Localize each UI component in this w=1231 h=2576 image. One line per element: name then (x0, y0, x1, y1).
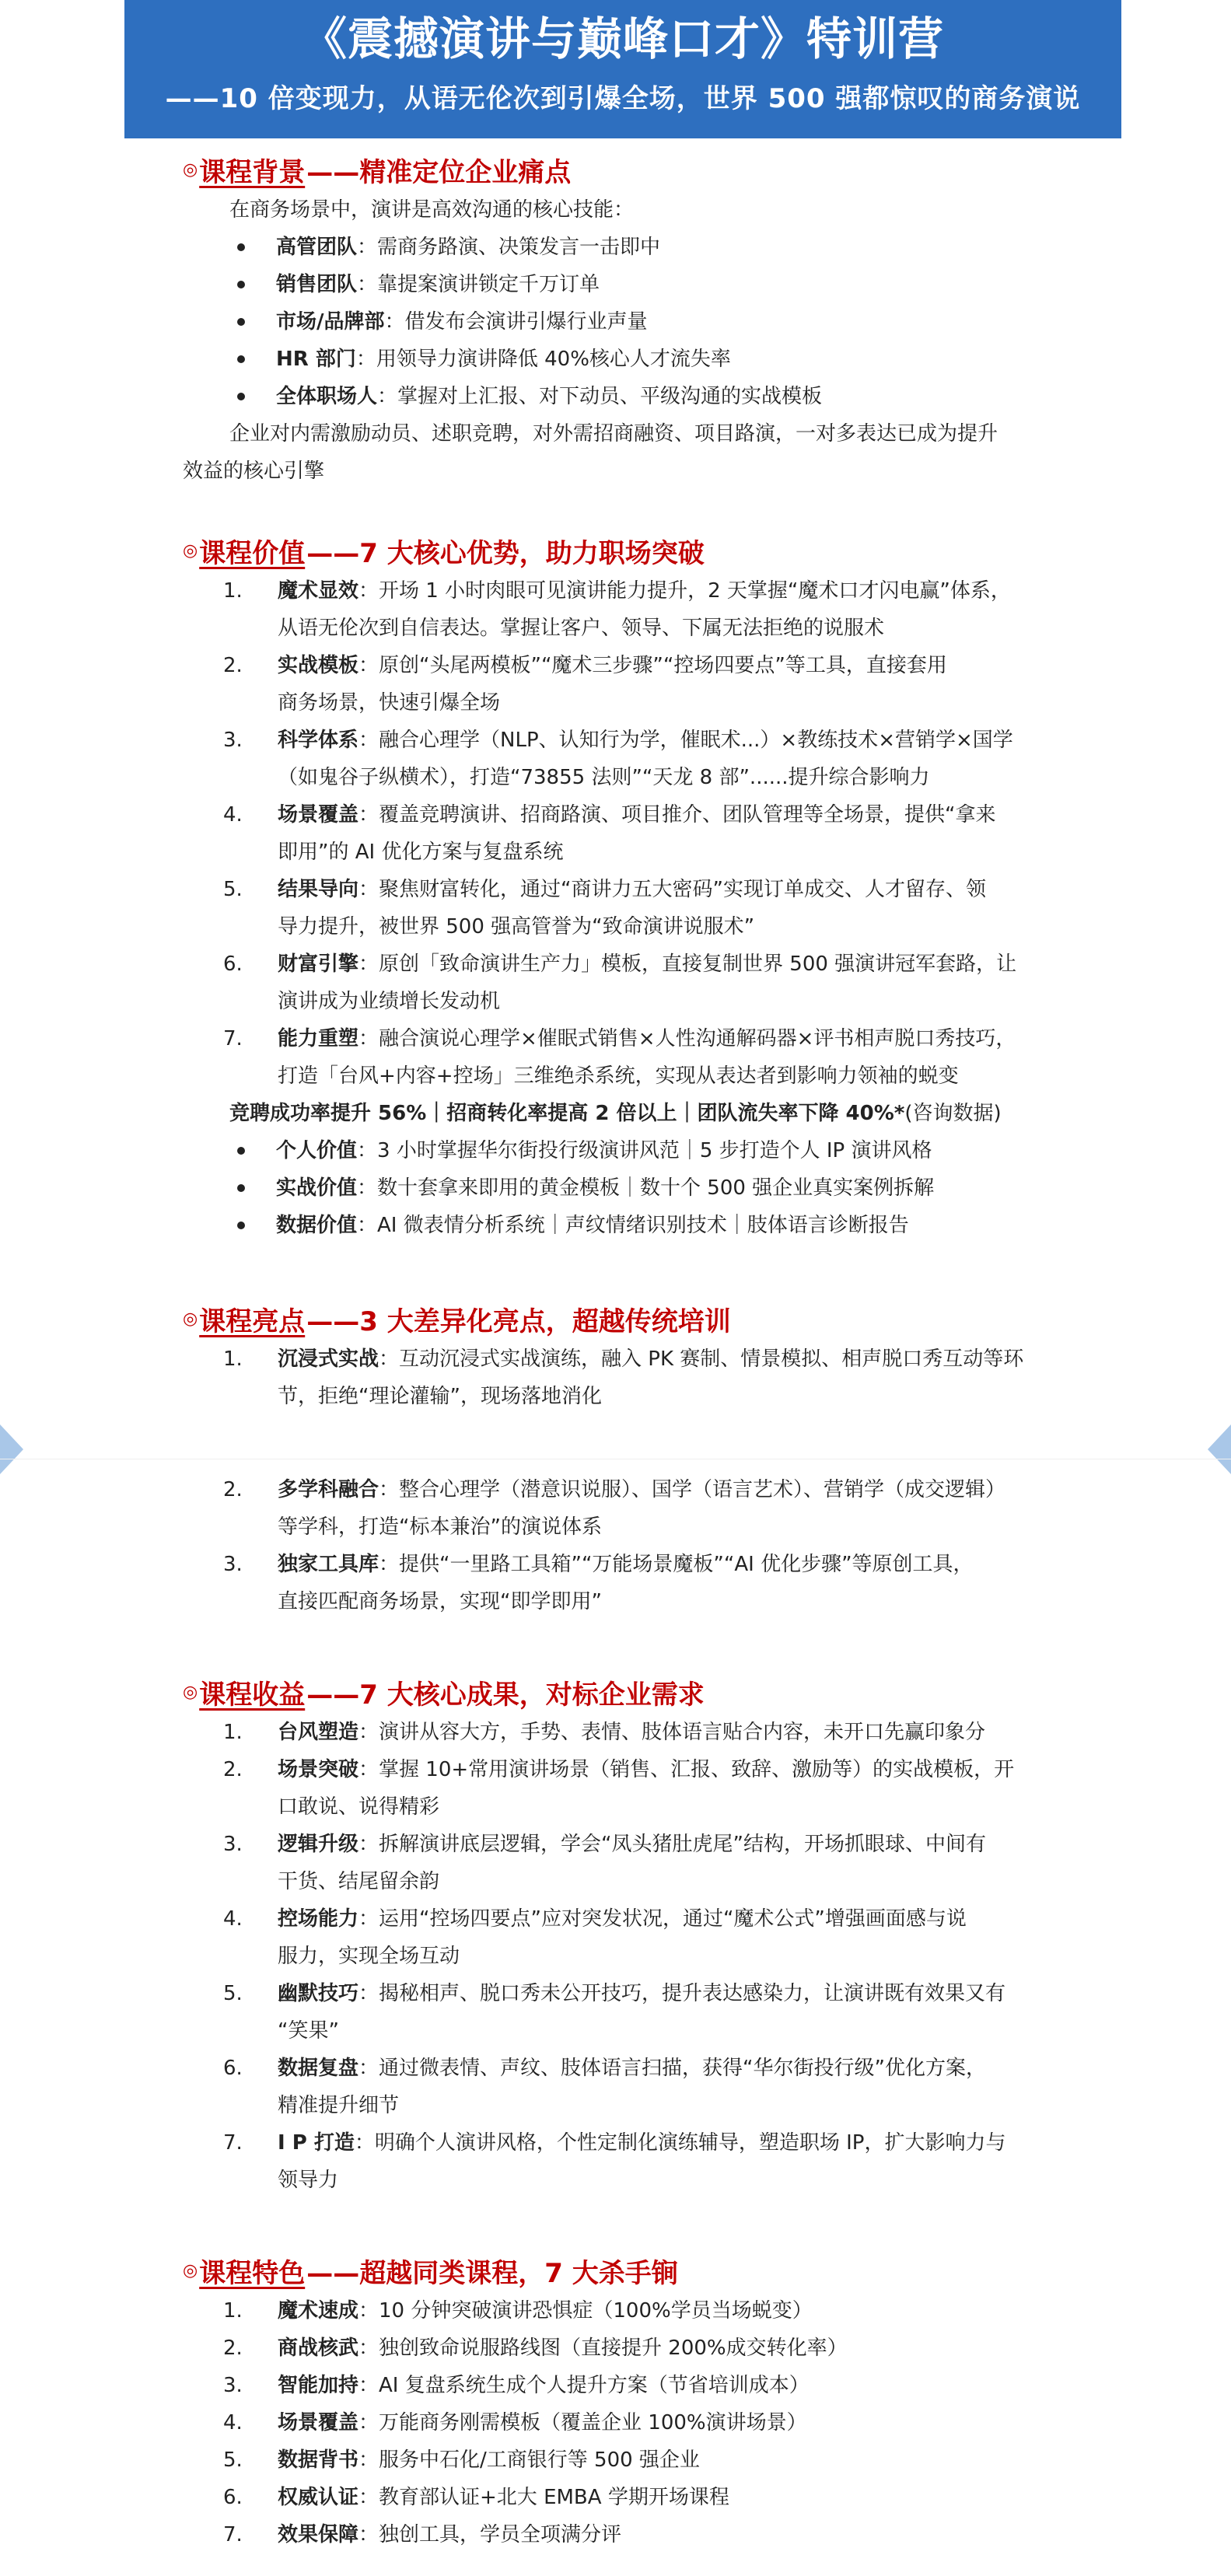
item-label: 科学体系 (278, 729, 359, 752)
item-number: 4. (223, 1907, 243, 1931)
item-label: 实战模板 (278, 654, 359, 677)
section-highlights-continued (183, 1471, 1061, 1620)
item-text-continued: 即用”的 AI 优化方案与复盘系统 (278, 841, 564, 864)
item-label: 销售团队 (276, 273, 358, 296)
item-text: ：原创「致命演讲生产力」模板，直接复制世界 500 强演讲冠军套路，让 (358, 952, 1017, 976)
numbered-item (183, 1020, 1061, 1095)
item-text-continued: 口敢说、说得精彩 (278, 1795, 440, 1819)
item-label: 商战核武 (278, 2337, 359, 2360)
item-label: 能力重塑 (278, 1027, 359, 1050)
section-marker-icon: ◎ (183, 2260, 198, 2281)
item-text: ：互动沉浸式实战演练，融入 PK 赛制、情景模拟、相声脱口秀互动等环 (379, 1347, 1024, 1371)
numbered-item (183, 2404, 1061, 2441)
section-heading (183, 148, 1061, 191)
bullet-item (183, 266, 1061, 303)
item-number: 3. (223, 2374, 243, 2397)
bullet-dot-icon (237, 281, 245, 288)
numbered-item (183, 722, 1061, 796)
item-text: ：靠提案演讲锁定千万订单 (357, 273, 600, 296)
item-text-continued: 打造「台风+内容+控场」三维绝杀系统，实现从表达者到影响力领袖的蜕变 (278, 1064, 959, 1088)
item-text-continued: 商务场景，快速引爆全场 (278, 691, 501, 715)
section-heading (183, 529, 1061, 572)
item-text: ：融合心理学（NLP、认知行为学，催眠术...）×教练技术×营销学×国学 (358, 729, 1013, 752)
stat-note: (咨询数据) (904, 1102, 1002, 1125)
item-label: 数据价值 (276, 1214, 358, 1237)
section-heading (183, 1297, 1061, 1340)
numbered-item (183, 1546, 1061, 1620)
item-text-continued: 直接匹配商务场景，实现“即学即用” (278, 1590, 602, 1613)
item-number: 5. (223, 2448, 243, 2472)
numbered-item (183, 1826, 1061, 1900)
numbered-item (183, 2441, 1061, 2479)
numbered-item (183, 2367, 1061, 2404)
item-label: 个人价值 (276, 1139, 358, 1162)
bullet-dot-icon (237, 1222, 245, 1229)
item-number: 1. (223, 2299, 243, 2323)
stat-line (183, 1095, 1061, 1132)
paragraph: 在商务场景中，演讲是高效沟通的核心技能： (229, 198, 635, 222)
item-number: 6. (223, 952, 243, 976)
item-label: 幽默技巧 (278, 1982, 359, 2005)
numbered-item (183, 2292, 1061, 2330)
section-marker-icon: ◎ (183, 540, 198, 561)
heading-lead: 课程特色 (199, 2257, 306, 2289)
item-number: 1. (223, 1721, 243, 1744)
item-text-continued: 从语无伦次到自信表达。掌握让客户、领导、下属无法拒绝的说服术 (278, 617, 885, 640)
item-label: 结果导向 (278, 878, 359, 901)
item-text: ：提供“一里路工具箱”“万能场景魔板”“AI 优化步骤”等原创工具， (379, 1553, 974, 1576)
item-text: ：运用“控场四要点”应对突发状况，通过“魔术公式”增强画面感与说 (358, 1907, 967, 1931)
section-heading (183, 1670, 1061, 1714)
numbered-item (183, 2050, 1061, 2124)
section-marker-icon: ◎ (183, 159, 198, 180)
section-features (183, 2249, 1061, 2553)
heading-lead: 课程背景 (199, 156, 306, 188)
item-number: 7. (223, 2523, 243, 2546)
numbered-item (183, 1340, 1061, 1415)
heading-rest: ——精准定位企业痛点 (306, 156, 572, 188)
section-background (183, 148, 1061, 490)
title-banner (124, 0, 1121, 138)
item-number: 3. (223, 1833, 243, 1856)
item-label: 场景覆盖 (278, 2411, 359, 2434)
paragraph: 企业对内需激励动员、述职竞聘，对外需招商融资、项目路演，一对多表达已成为提升 (229, 422, 998, 446)
section-gains (183, 1670, 1061, 2199)
item-text: ：原创“头尾两模板”“魔术三步骤”“控场四要点”等工具，直接套用 (358, 654, 947, 677)
item-number: 2. (223, 2337, 243, 2360)
item-number: 5. (223, 1982, 243, 2005)
item-text: ：需商务路演、决策发言一击即中 (357, 236, 661, 259)
section-highlights (183, 1297, 1061, 1415)
item-text: ：覆盖竞聘演讲、招商路演、项目推介、团队管理等全场景，提供“拿来 (358, 803, 996, 827)
numbered-item (183, 2479, 1061, 2516)
item-label: I P 打造 (278, 2131, 355, 2155)
item-label: 效果保障 (278, 2523, 359, 2546)
heading-rest: ——3 大差异化亮点，超越传统培训 (306, 1305, 731, 1337)
item-text: ：借发布会演讲引爆行业声量 (384, 310, 648, 334)
item-text: ：通过微表情、声纹、肢体语言扫描，获得“华尔街投行级”优化方案， (358, 2057, 986, 2080)
numbered-item (183, 871, 1061, 945)
item-label: 数据复盘 (278, 2057, 359, 2080)
item-label: 独家工具库 (278, 1553, 379, 1576)
bullet-item (183, 341, 1061, 378)
item-number: 2. (223, 1758, 243, 1781)
item-number: 1. (223, 579, 243, 603)
item-text-continued: 干货、结尾留余韵 (278, 1870, 440, 1893)
item-number: 7. (223, 1027, 243, 1050)
item-text-continued: 节，拒绝“理论灌输”，现场落地消化 (278, 1385, 602, 1408)
item-number: 6. (223, 2057, 243, 2080)
item-text-continued: 演讲成为业绩增长发动机 (278, 990, 501, 1013)
numbered-item (183, 2124, 1061, 2199)
bullet-dot-icon (237, 355, 245, 363)
item-label: HR 部门 (276, 348, 356, 371)
item-text: ：数十套拿来即用的黄金模板｜数十个 500 强企业真实案例拆解 (357, 1176, 935, 1200)
item-number: 7. (223, 2131, 243, 2155)
stat-text: 竞聘成功率提升 56%｜招商转化率提高 2 倍以上｜团队流失率下降 40%* (229, 1102, 905, 1125)
numbered-item (183, 2516, 1061, 2553)
item-number: 2. (223, 1478, 243, 1501)
item-label: 财富引擎 (278, 952, 359, 976)
item-text: ：揭秘相声、脱口秀未公开技巧，提升表达感染力，让演讲既有效果又有 (358, 1982, 1006, 2005)
item-text: ：10 分钟突破演讲恐惧症（100%学员当场蜕变） (358, 2299, 813, 2323)
section-marker-icon: ◎ (183, 1682, 198, 1702)
item-text-continued: 领导力 (278, 2169, 339, 2192)
numbered-item (183, 1900, 1061, 1975)
bullet-item (183, 1169, 1061, 1207)
item-text-continued: 服力，实现全场互动 (278, 1945, 460, 1968)
item-label: 魔术显效 (278, 579, 359, 603)
item-number: 6. (223, 2486, 243, 2509)
item-text-continued: 等学科，打造“标本兼治”的演说体系 (278, 1515, 602, 1539)
page-subtitle: ——10 倍变现力，从语无伦次到引爆全场，世界 500 强都惊叹的商务演说 (165, 83, 1081, 114)
item-text: ：AI 复盘系统生成个人提升方案（节省培训成本） (358, 2374, 810, 2397)
numbered-item (183, 1751, 1061, 1826)
bullet-dot-icon (237, 1184, 245, 1192)
heading-rest: ——7 大核心成果，对标企业需求 (306, 1679, 705, 1711)
item-label: 控场能力 (278, 1907, 359, 1931)
bullet-dot-icon (237, 393, 245, 400)
bullet-item (183, 1207, 1061, 1244)
item-label: 场景突破 (278, 1758, 359, 1781)
item-number: 4. (223, 803, 243, 827)
item-label: 魔术速成 (278, 2299, 359, 2323)
numbered-item (183, 1975, 1061, 2050)
item-text: ：用领导力演讲降低 40%核心人才流失率 (355, 348, 731, 371)
bullet-item (183, 378, 1061, 415)
heading-lead: 课程亮点 (199, 1305, 306, 1337)
item-label: 逻辑升级 (278, 1833, 359, 1856)
bullet-dot-icon (237, 318, 245, 326)
item-text-continued: 导力提升，被世界 500 强高管誉为“致命演讲说服术” (278, 915, 755, 938)
item-label: 多学科融合 (278, 1478, 379, 1501)
item-text: ：演讲从容大方，手势、表情、肢体语言贴合内容，未开口先赢印象分 (358, 1721, 986, 1744)
item-number: 1. (223, 1347, 243, 1371)
item-label: 智能加持 (278, 2374, 359, 2397)
item-label: 权威认证 (278, 2486, 359, 2509)
heading-rest: ——7 大核心优势，助力职场突破 (306, 537, 705, 569)
item-number: 3. (223, 729, 243, 752)
item-label: 场景覆盖 (278, 803, 359, 827)
item-text: ：掌握对上汇报、对下动员、平级沟通的实战模板 (377, 385, 823, 408)
item-text: ：教育部认证+北大 EMBA 学期开场课程 (358, 2486, 729, 2509)
item-label: 高管团队 (276, 236, 358, 259)
item-text: ：独创工具，学员全项满分评 (358, 2523, 622, 2546)
item-label: 市场/品牌部 (276, 310, 385, 334)
bullet-item (183, 229, 1061, 266)
section-value (183, 529, 1061, 1244)
item-label: 数据背书 (278, 2448, 359, 2472)
item-text: ：掌握 10+常用演讲场景（销售、汇报、致辞、激励等）的实战模板，开 (358, 1758, 1015, 1781)
item-text: ：整合心理学（潜意识说服）、国学（语言艺术）、营销学（成交逻辑） (379, 1478, 1006, 1501)
item-label: 全体职场人 (276, 385, 378, 408)
heading-rest: ——超越同类课程，7 大杀手锏 (306, 2257, 678, 2289)
item-text: ：聚焦财富转化，通过“商讲力五大密码”实现订单成交、人才留存、领 (358, 878, 986, 901)
bullet-dot-icon (237, 1147, 245, 1155)
item-text-continued: 精准提升细节 (278, 2094, 400, 2117)
section-heading (183, 2249, 1061, 2292)
numbered-item (183, 647, 1061, 722)
item-text: ：万能商务刚需模板（覆盖企业 100%演讲场景） (358, 2411, 807, 2434)
item-text-continued: “笑果” (278, 2019, 339, 2043)
item-label: 实战价值 (276, 1176, 358, 1200)
page-break-left-marker (0, 1424, 23, 1474)
item-text: ：3 小时掌握华尔街投行级演讲风范｜5 步打造个人 IP 演讲风格 (357, 1139, 932, 1162)
bullet-item (183, 1132, 1061, 1169)
page-break-right-marker (1208, 1424, 1231, 1474)
numbered-item (183, 572, 1061, 647)
bullet-dot-icon (237, 243, 245, 251)
item-label: 台风塑造 (278, 1721, 359, 1744)
item-text: ：拆解演讲底层逻辑，学会“凤头猪肚虎尾”结构，开场抓眼球、中间有 (358, 1833, 986, 1856)
item-number: 4. (223, 2411, 243, 2434)
numbered-item (183, 1714, 1061, 1751)
page-title: 《震撼演讲与巅峰口才》特训营 (301, 12, 944, 65)
item-text: ：独创致命说服路线图（直接提升 200%成交转化率） (358, 2337, 848, 2360)
item-text: ：开场 1 小时肉眼可见演讲能力提升，2 天掌握“魔术口才闪电赢”体系， (358, 579, 1011, 603)
item-text: ：AI 微表情分析系统｜声纹情绪识别技术｜肢体语言诊断报告 (357, 1214, 909, 1237)
item-number: 5. (223, 878, 243, 901)
item-label: 沉浸式实战 (278, 1347, 379, 1371)
item-number: 2. (223, 654, 243, 677)
bullet-item (183, 303, 1061, 341)
numbered-item (183, 796, 1061, 871)
heading-lead: 课程收益 (199, 1679, 306, 1711)
item-text-continued: （如鬼谷子纵横术），打造“73855 法则”“天龙 8 部”......提升综合影响力 (278, 766, 930, 789)
item-text: ：服务中石化/工商银行等 500 强企业 (358, 2448, 700, 2472)
item-number: 3. (223, 1553, 243, 1576)
item-text: ：明确个人演讲风格，个性定制化演练辅导，塑造职场 IP，扩大影响力与 (354, 2131, 1006, 2155)
numbered-item (183, 1471, 1061, 1546)
paragraph-continued: 效益的核心引擎 (183, 460, 325, 483)
section-marker-icon: ◎ (183, 1309, 198, 1329)
numbered-item (183, 2330, 1061, 2367)
numbered-item (183, 945, 1061, 1020)
heading-lead: 课程价值 (199, 537, 306, 569)
item-text: ：融合演说心理学×催眠式销售×人性沟通解码器×评书相声脱口秀技巧， (358, 1027, 1016, 1050)
